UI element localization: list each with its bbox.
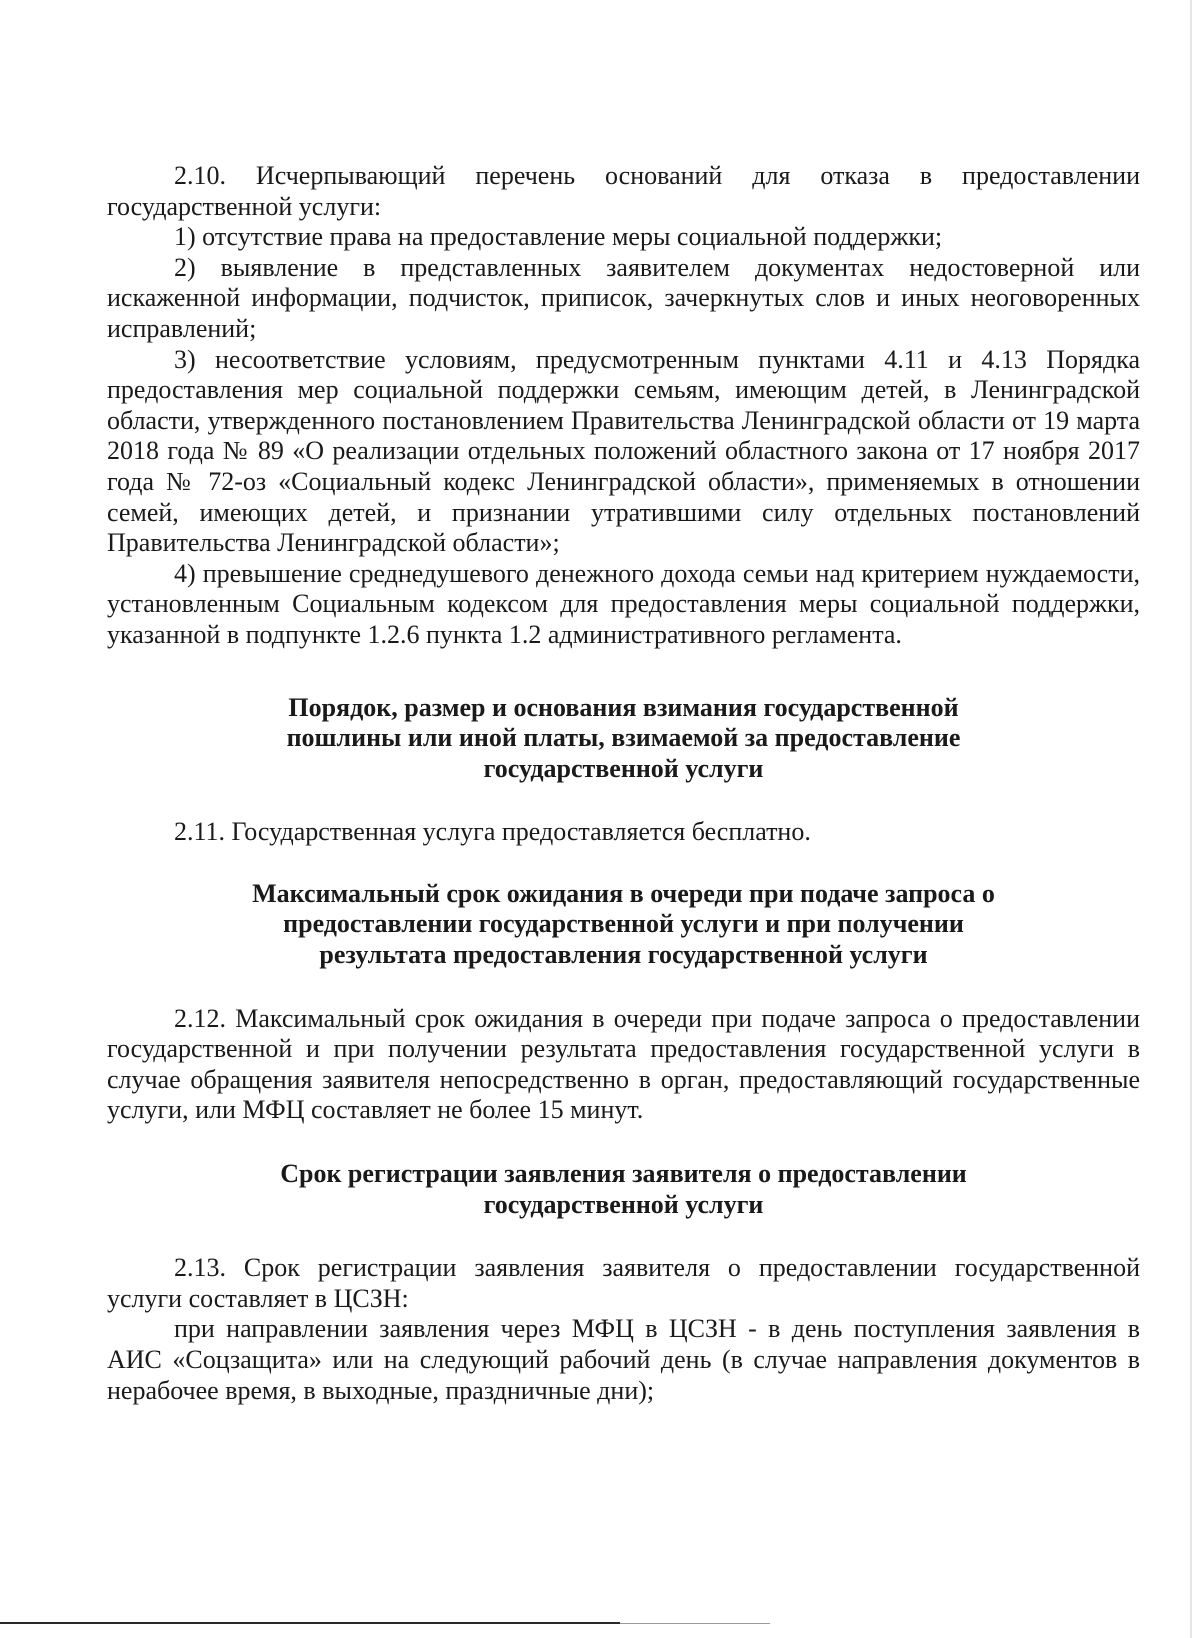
heading-fee: Порядок, размер и основания взимания государственной пошлины или иной платы, взимаемой за предоставление государственной услуги xyxy=(286,692,961,783)
scan-edge xyxy=(1190,0,1192,1638)
heading-wait: Максимальный срок ожидания в очереди при подаче запроса о предоставлении государственной услуги и при получении результата предоставления государственной услуги xyxy=(252,878,995,970)
section-2-10-item-4: 4) превышение среднедушевого денежного дохода семьи над критерием нуждаемости, установленным Социальным кодексом для предоставления меры социальной поддержки, указанной в подпункте 1.2.6 пункта 1.2 административного регламента. xyxy=(107,558,1140,649)
spacer xyxy=(107,784,1140,817)
heading-registration: Срок регистрации заявления заявителя о предоставлении государственной услуги xyxy=(280,1159,967,1219)
spacer xyxy=(107,1220,1140,1253)
page-bottom-rule xyxy=(0,1622,620,1624)
document-body xyxy=(107,161,1140,1406)
section-2-13-intro: 2.13. Срок регистрации заявления заявителя о предоставлении государственной услуги составляет в ЦСЗН: xyxy=(107,1253,1140,1313)
section-2-10-item-1: 1) отсутствие права на предоставление меры социальной поддержки; xyxy=(174,222,943,252)
page-bottom-rule-faint xyxy=(620,1623,770,1624)
spacer xyxy=(107,848,1140,879)
section-2-11: 2.11. Государственная услуга предоставляется бесплатно. xyxy=(174,817,811,847)
section-2-13-item-1: при направлении заявления через МФЦ в ЦСЗН - в день поступления заявления в АИС «Соцзащита» или на следующий рабочий день (в случае направления документов в нерабочее время, в выходные, праздничные дни); xyxy=(107,1314,1140,1405)
spacer xyxy=(107,651,1140,693)
spacer xyxy=(107,971,1140,1004)
spacer xyxy=(107,1126,1140,1159)
section-2-10-item-3: 3) несоответствие условиям, предусмотренным пунктами 4.11 и 4.13 Порядка предоставления мер социальной поддержки семьям, имеющим детей, в Ленинградской области, утвержденного постановлением Правительства Ленинградской области от 19 марта 2018 года № 89 «О реализации отдельных положений областного закона от 17 ноября 2017 года № 72-оз «Социальный кодекс Ленинградской области», применяемых в отношении семей, имеющих детей, и признании утратившими силу отдельных постановлений Правительства Ленинградской области»; xyxy=(107,344,1140,558)
section-2-10-intro: 2.10. Исчерпывающий перечень оснований для отказа в предоставлении государственной услуги: xyxy=(107,161,1140,221)
section-2-10-item-2: 2) выявление в представленных заявителем документах недостоверной или искаженной информации, подчисток, приписок, зачеркнутых слов и иных неоговоренных исправлений; xyxy=(107,252,1140,343)
section-2-12: 2.12. Максимальный срок ожидания в очереди при подаче запроса о предоставлении государственной и при получении результата предоставления государственной услуги в случае обращения заявителя непосредственно в орган, предоставляющий государственные услуги, или МФЦ составляет не более 15 минут. xyxy=(107,1003,1140,1125)
